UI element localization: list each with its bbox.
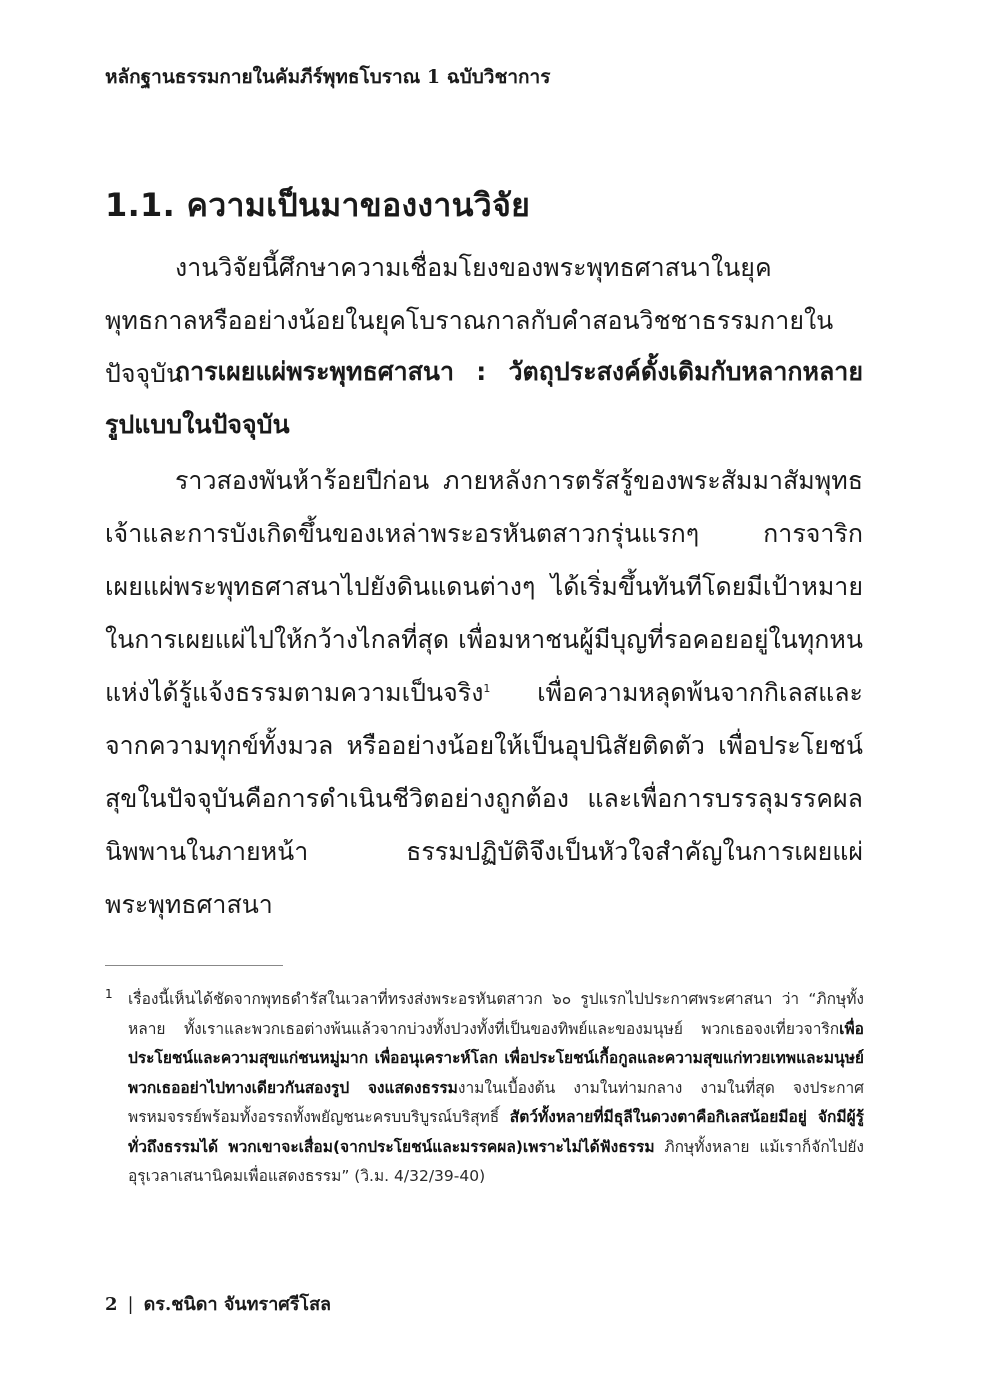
intro-text: งานวิจัยนี้ศึกษาความเชื่อมโยงของพระพุทธศาสนาในยุคพุทธกาลหรืออย่างน้อยในยุคโบราณกาลกับคำสอนวิชชาธรรมกายในปัจจุบัน	[105, 253, 834, 388]
body-paragraph	[105, 454, 863, 931]
footnote-bold-part1: เพื่อประโยชน์และความสุขแก่ชนหมู่มาก เพื่ออนุเคราะห์โลก เพื่อประโยชน์เกื้อกูลและความสุขแก่ทวยเทพและมนุษย์ พวกเธออย่าไปทางเดียวกันสองรูป จงแสดงธรรม	[128, 1019, 864, 1097]
footnote-number: 1	[105, 987, 113, 1001]
author-name: ดร.ชนิดา จันทราศรีโสล	[143, 1294, 332, 1315]
running-head: หลักฐานธรรมกายในคัมภีร์พุทธโบราณ 1 ฉบับวิชาการ	[105, 66, 551, 88]
footnote-divider	[105, 965, 283, 966]
footer-separator: |	[127, 1294, 134, 1315]
section-heading: 1.1. ความเป็นมาของงานวิจัย	[105, 186, 531, 224]
footnote-text	[128, 985, 864, 1192]
page-number: 2	[105, 1294, 118, 1315]
paragraph-text-part2: เพื่อความหลุดพ้นจากกิเลสและจากความทุกข์ทั้งมวล หรืออย่างน้อยให้เป็นอุปนิสัยติดตัว เพื่อประโยชน์สุขในปัจจุบันคือการดำเนินชีวิตอย่างถูกต้อง และเพื่อการบรรลุมรรคผลนิพพานในภายหน้า ธรรมปฏิบัติจึงเป็นหัวใจสำคัญในการเผยแผ่พระพุทธศาสนา	[105, 678, 863, 919]
subheading	[105, 345, 863, 451]
paragraph-text-part1: ราวสองพันห้าร้อยปีก่อน ภายหลังการตรัสรู้ของพระสัมมาสัมพุทธเจ้าและการบังเกิดขึ้นของเหล่าพระอรหันตสาวกรุ่นแรกๆ การจาริกเผยแผ่พระพุทธศาสนาไปยังดินแดนต่างๆ ได้เริ่มขึ้นทันทีโดยมีเป้าหมายในการเผยแผ่ไปให้กว้างไกลที่สุด เพื่อมหาชนผู้มีบุญที่รอคอยอยู่ในทุกหนแห่งได้รู้แจ้งธรรมตามความเป็นจริง	[105, 466, 863, 707]
footnote-part1: เรื่องนี้เห็นได้ชัดจากพุทธดำรัสในเวลาที่ทรงส่งพระอรหันตสาวก ๖๐ รูปแรกไปประกาศพระศาสนา ว่า “ภิกษุทั้งหลาย ทั้งเราและพวกเธอต่างพ้นแล้วจากบ่วงทั้งปวงทั้งที่เป็นของทิพย์และของมนุษย์ พวกเธอจงเที่ยวจาริก	[128, 990, 864, 1038]
footnote-reference[interactable]: 1	[483, 682, 491, 695]
footnote-part2: งามในเบื้องต้น งามในท่ามกลาง งามในที่สุด จงประกาศพรหมจรรย์พร้อมทั้งอรรถทั้งพยัญชนะครบบริบูรณ์บริสุทธิ์	[128, 1078, 864, 1126]
page-footer	[105, 1289, 331, 1318]
subheading-text: การเผยแผ่พระพุทธศาสนา : วัตถุประสงค์ดั้งเดิมกับหลากหลายรูปแบบในปัจจุบัน	[105, 357, 863, 439]
footnote-bold-part2: สัตว์ทั้งหลายที่มีธุลีในดวงตาคือกิเลสน้อยมีอยู่ จักมีผู้รู้ทั่วถึงธรรมได้ พวกเขาจะเสื่อม(จากประโยชน์และมรรคผล)เพราะไม่ได้ฟังธรรม	[128, 1108, 864, 1156]
footnote-part3: ภิกษุทั้งหลาย แม้เราก็จักไปยังอุรุเวลาเสนานิคมเพื่อแสดงธรรม” (วิ.ม. 4/32/39-40)	[128, 1137, 864, 1185]
